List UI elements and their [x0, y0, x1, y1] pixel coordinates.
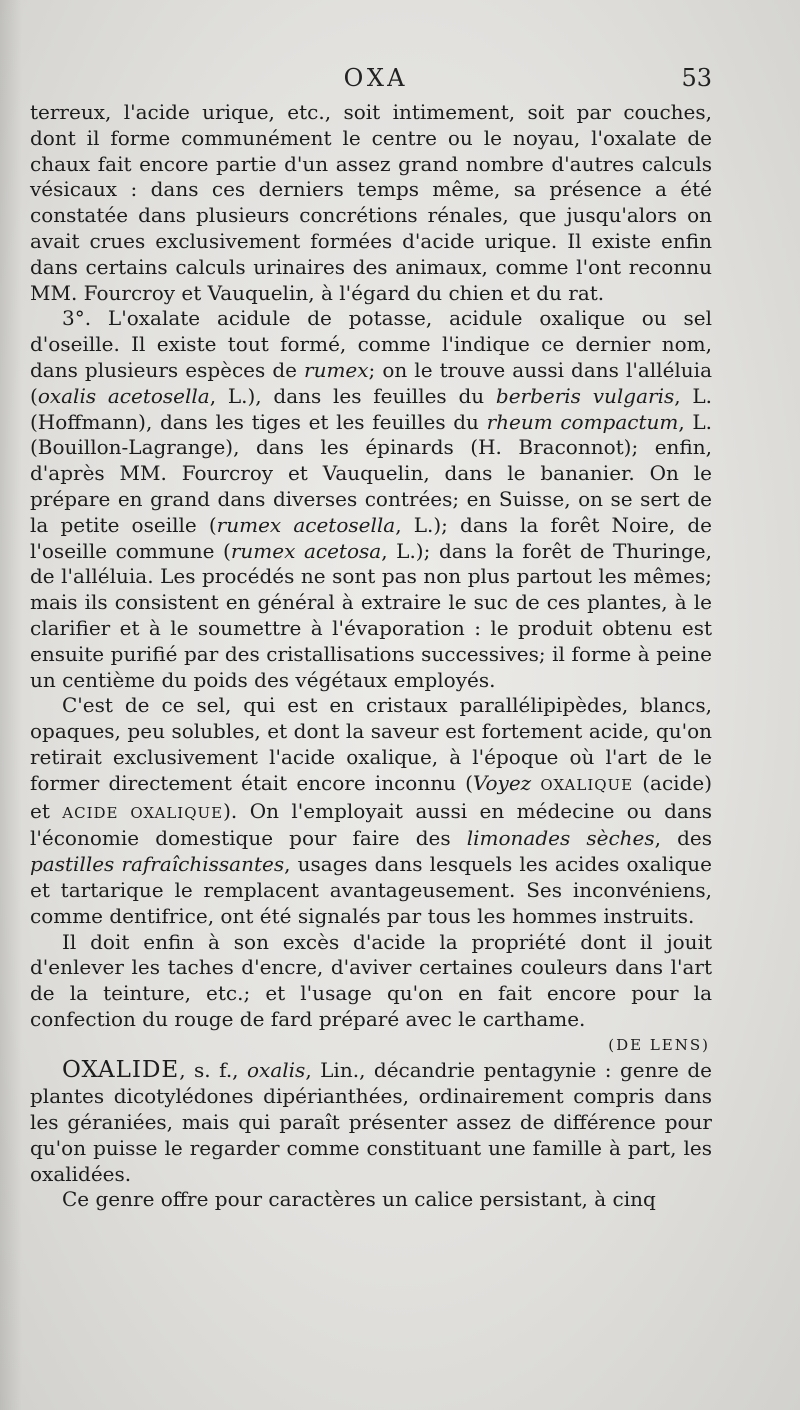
entry-headword: OXALIDE — [62, 1057, 180, 1084]
paragraph: Ce genre offre pour caractères un calice persistant, à cinq — [62, 1187, 656, 1212]
cross-reference: ACIDE OXALIQUE — [62, 803, 224, 822]
paragraph: Il doit enfin à son excès d'acide la propriété dont il jouit d'enlever les taches d'encre, d'aviver certaines couleurs dans l'art de la teinture, etc.; et l'usage qu'on en fait encore pour la confection du rouge de fard préparé avec le carthame. — [30, 929, 712, 1031]
running-head: OXA — [343, 64, 409, 92]
paragraph: C'est de ce sel, qui est en cristaux parallélipipèdes, blancs, opaques, peu solubles, et dont la saveur est fortement acide, qu'on retirait exclusivement l'acide oxalique, à l'époque où l'art de le former directement était encore inconnu (Voyez OXALIQUE (acide) et ACIDE OXALIQUE). On l'employait aussi en médecine ou dans l'économie domestique pour faire des limonades sèches, des pastilles rafraîchissantes, usages dans lesquels les acides oxalique et tartarique le remplacent avantageusement. Ses inconvéniens, comme dentifrice, ont été signalés par tous les hommes instruits. — [30, 693, 713, 928]
page-edge-shadow — [0, 0, 22, 1410]
paragraph: 3°. L'oxalate acidule de potasse, acidule oxalique ou sel d'oseille. Il existe tout formé, comme l'indique ce dernier nom, dans plusieurs espèces de rumex; on le trouve aussi dans l'alléluia (oxalis acetosella, L.), dans les feuilles du berberis vulgaris, L. (Hoffmann), dans les tiges et les feuilles du rheum compactum, L. (Bouillon-Lagrange), dans les épinards (H. Braconnot); enfin, d'après MM. Fourcroy et Vauquelin, dans le bananier. On le prépare en grand dans diverses contrées; en Suisse, on se sert de la petite oseille (rumex acetosella, L.); dans la forêt Noire, de l'oseille commune (rumex acetosa, L.); dans la forêt de Thuringe, de l'alléluia. Les procédés ne sont pas non plus partout les mêmes; mais ils consistent en général à extraire le suc de ces plantes, à le clarifier et à le soumettre à l'évaporation : le produit obtenu est ensuite purifié par des cristallisations successives; il forme à peine un centième du poids des végétaux employés. — [30, 306, 712, 692]
body-text — [30, 100, 712, 1213]
paragraph: terreux, l'acide urique, etc., soit intimement, soit par couches, dont il forme communément le centre ou le noyau, l'oxalate de chaux fait encore partie d'un assez grand nombre d'autres calculs vésicaux : dans ces derniers temps même, sa présence a été constatée dans plusieurs concrétions rénales, que jusqu'alors on avait crues exclusivement formées d'acide urique. Il existe enfin dans certains calculs urinaires des animaux, comme l'ont reconnu MM. Fourcroy et Vauquelin, à l'égard du chien et du rat. — [30, 100, 712, 305]
cross-reference: OXALIQUE — [540, 775, 634, 794]
entry-paragraph: OXALIDE, s. f., oxalis, Lin., décandrie pentagynie : genre de plantes dicotylédones dipérianthées, ordinairement compris dans les géraniées, mais qui paraît présenter assez de différence pour qu'on puisse le regarder comme constituant une famille à part, les oxalidées. — [30, 1057, 712, 1186]
page-header — [40, 60, 712, 100]
author-signature: (DE LENS) — [608, 1035, 710, 1054]
page-number: 53 — [681, 64, 712, 92]
